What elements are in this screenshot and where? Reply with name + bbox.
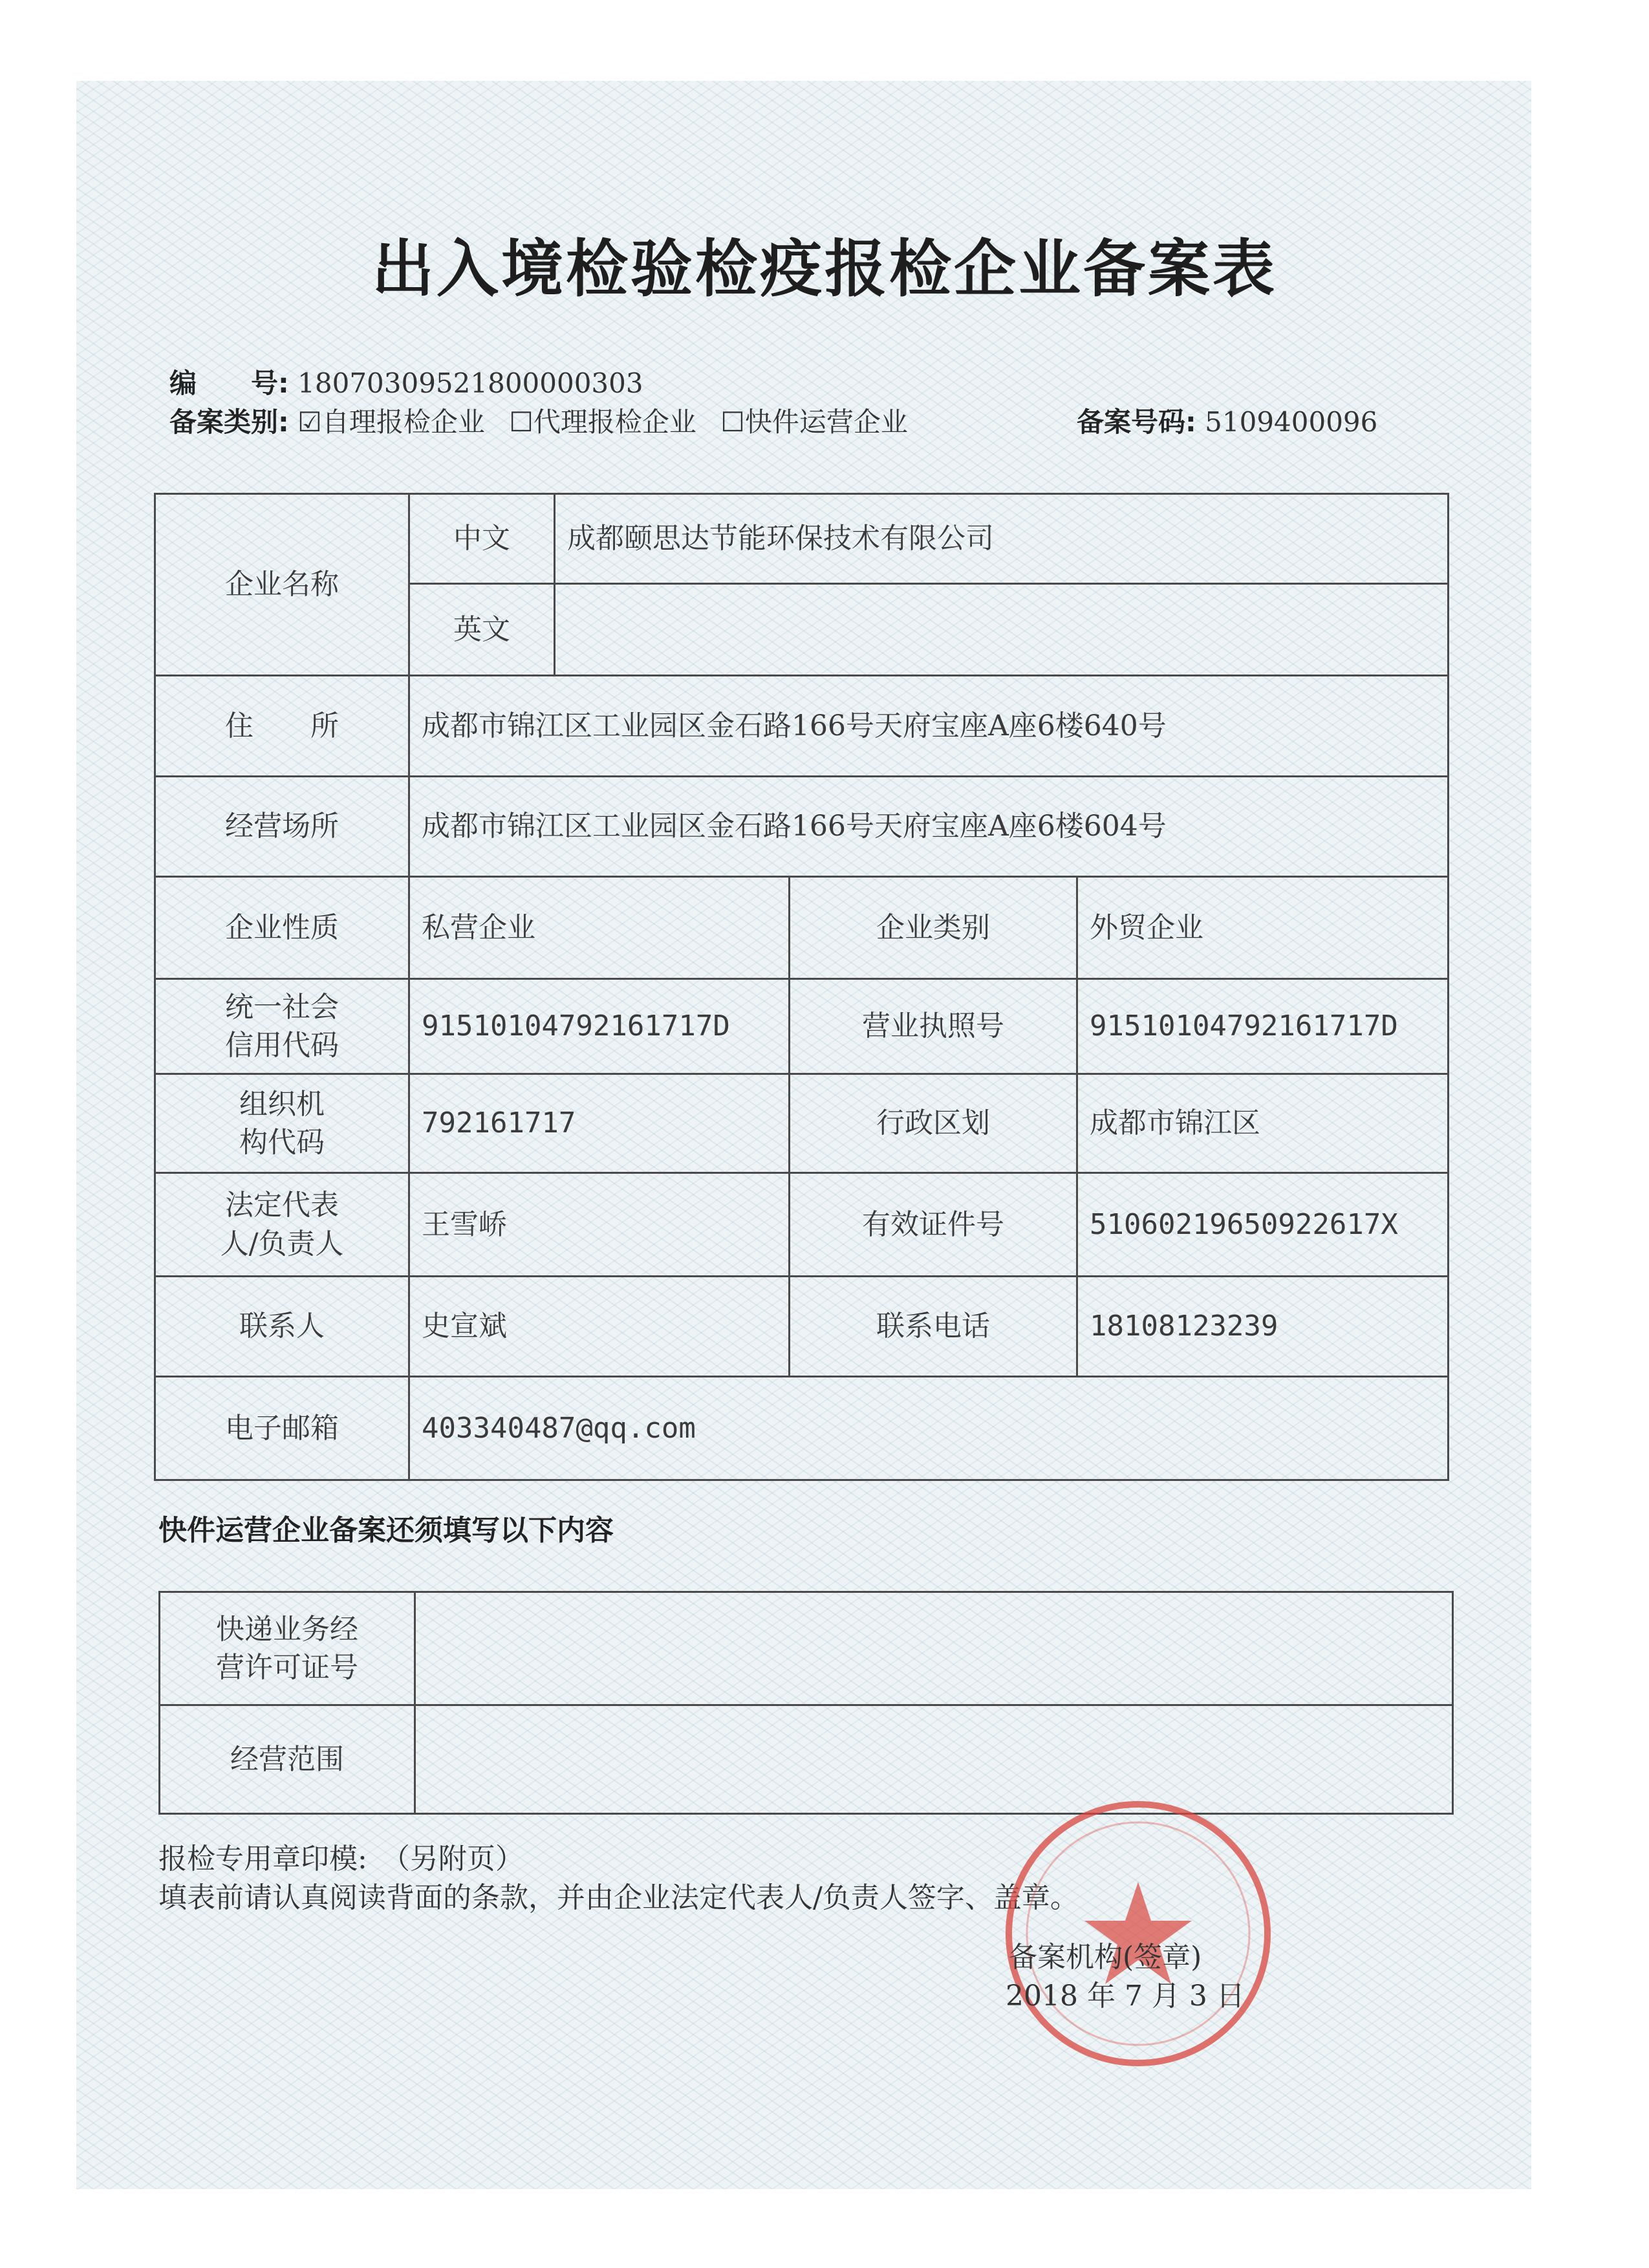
id-value: 51060219650922617X [1077, 1173, 1449, 1277]
record-number-value: 5109400096 [1205, 406, 1378, 438]
table-row [155, 1173, 1449, 1277]
permit-label: 快递业务经 营许可证号 [160, 1592, 415, 1705]
instruction-note: 填表前请认真阅读背面的条款，并由企业法定代表人/负责人签字、盖章。 [158, 1881, 1079, 1914]
chinese-label: 中文 [409, 494, 555, 584]
id-label: 有效证件号 [790, 1173, 1077, 1277]
table-row [155, 1074, 1449, 1173]
chinese-name-value: 成都颐思达节能环保技术有限公司 [555, 494, 1449, 584]
permit-value [415, 1592, 1453, 1705]
type-value: 外贸企业 [1077, 877, 1449, 979]
unchecked-box-icon: ☐ [720, 406, 745, 438]
record-number-line [1077, 401, 1377, 440]
table-row [155, 1377, 1449, 1480]
number-label: 编 号: [169, 367, 289, 399]
company-name-label: 企业名称 [155, 494, 409, 676]
form-title: 出入境检验检疫报检企业备案表 [372, 233, 1277, 305]
org-code-value: 792161717 [409, 1074, 790, 1173]
business-place-label: 经营场所 [155, 777, 409, 877]
phone-value: 18108123239 [1077, 1277, 1449, 1377]
sign-date: 2018 年 7 月 3 日 [1006, 1980, 1245, 2013]
scope-value [415, 1705, 1453, 1814]
english-name-value [555, 584, 1449, 676]
category-option-express: ☐快件运营企业 [720, 406, 908, 438]
express-info-table [158, 1591, 1454, 1815]
org-code-label: 组织机 构代码 [155, 1074, 409, 1173]
license-label: 营业执照号 [790, 979, 1077, 1074]
record-number-label: 备案号码: [1077, 406, 1196, 438]
category-line [169, 401, 923, 440]
legal-rep-value: 王雪峤 [409, 1173, 790, 1277]
nature-label: 企业性质 [155, 877, 409, 979]
category-option-self: ☑自理报检企业 [297, 406, 485, 438]
credit-code-value: 91510104792161717D [409, 979, 790, 1074]
table-row [155, 979, 1449, 1074]
main-info-table [154, 493, 1449, 1481]
number-value: 180703095218000003​03 [297, 367, 643, 399]
seal-sample-note: 报检专用章印模: （另附页） [158, 1842, 524, 1875]
checked-box-icon: ☑ [297, 406, 322, 438]
address-label: 住 所 [155, 676, 409, 777]
contact-label: 联系人 [155, 1277, 409, 1377]
license-value: 91510104792161717D [1077, 979, 1449, 1074]
credit-code-label: 统一社会 信用代码 [155, 979, 409, 1074]
unchecked-box-icon: ☐ [509, 406, 534, 438]
category-option-agent: ☐代理报检企业 [509, 406, 696, 438]
table-row [155, 1277, 1449, 1377]
number-line [169, 362, 643, 401]
region-label: 行政区划 [790, 1074, 1077, 1173]
region-value: 成都市锦江区 [1077, 1074, 1449, 1173]
legal-rep-label: 法定代表 人/负责人 [155, 1173, 409, 1277]
type-label: 企业类别 [790, 877, 1077, 979]
english-label: 英文 [409, 584, 555, 676]
email-value: 403340487@qq.com [409, 1377, 1449, 1480]
table-row [155, 494, 1449, 584]
table-row [155, 777, 1449, 877]
address-value: 成都市锦江区工业园区金石路166号天府宝座A座6楼640号 [409, 676, 1449, 777]
table-row [155, 877, 1449, 979]
agency-signature-label: 备案机构(签章) [1009, 1941, 1202, 1974]
scope-label: 经营范围 [160, 1705, 415, 1814]
category-label: 备案类别: [169, 406, 289, 438]
nature-value: 私营企业 [409, 877, 790, 979]
contact-value: 史宣斌 [409, 1277, 790, 1377]
business-place-value: 成都市锦江区工业园区金石路166号天府宝座A座6楼604号 [409, 777, 1449, 877]
table-row [155, 676, 1449, 777]
phone-label: 联系电话 [790, 1277, 1077, 1377]
express-section-heading: 快件运营企业备案还须填写以下内容 [158, 1514, 614, 1547]
table-row [160, 1592, 1453, 1705]
email-label: 电子邮箱 [155, 1377, 409, 1480]
